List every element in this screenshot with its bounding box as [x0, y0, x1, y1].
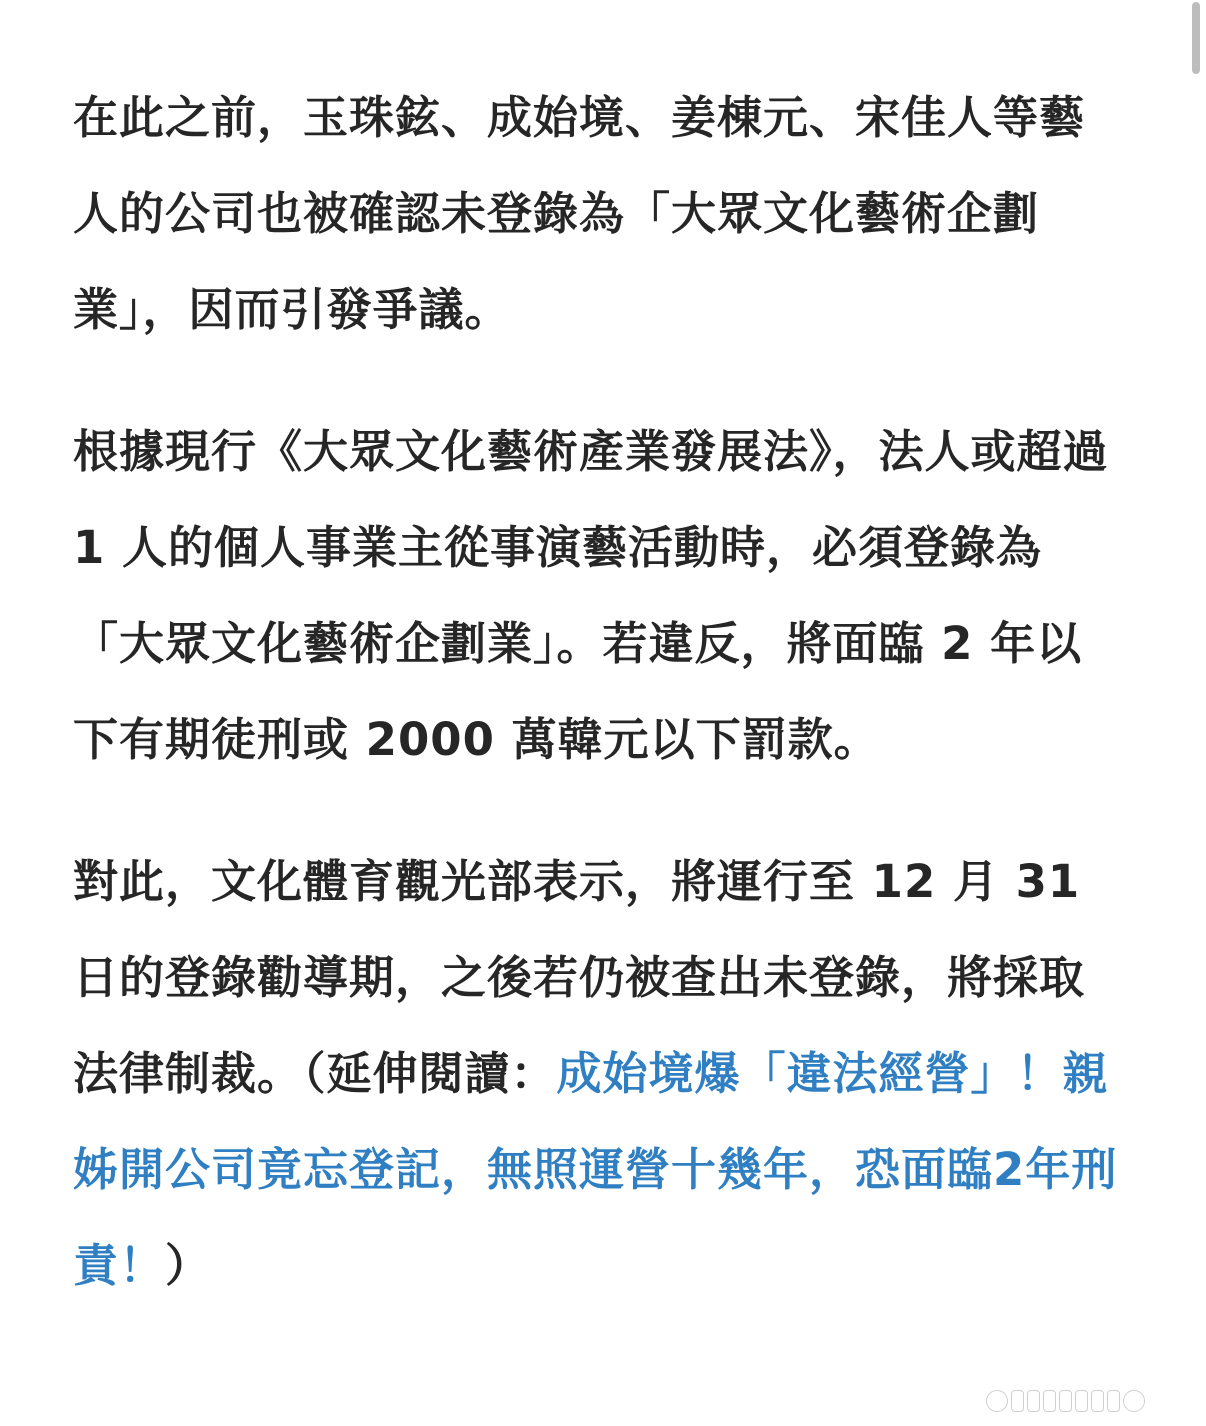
paragraph-2: 根據現行《大眾文化藝術產業發展法》，法人或超過 1 人的個人事業主從事演藝活動時，必須登錄為「大眾文化藝術企劃業」。若違反，將面臨 2 年以下有期徒刑或 2000 萬韓元以下罰款。 [73, 425, 1109, 766]
watermark-bar-icon [1107, 1390, 1120, 1412]
watermark-bar-icon [1091, 1390, 1104, 1412]
watermark-bar-icon [1011, 1390, 1024, 1412]
paragraph-1: 在此之前，玉珠鉉、成始境、姜棟元、宋佳人等藝人的公司也被確認未登錄為「大眾文化藝術企劃業」，因而引發爭議。 [73, 91, 1086, 336]
paragraph-3 [73, 834, 1123, 1314]
scrollbar-thumb[interactable] [1192, 2, 1200, 74]
watermark-bar-icon [1075, 1390, 1088, 1412]
watermark-dot-icon [1123, 1390, 1145, 1412]
watermark-bar-icon [1059, 1390, 1072, 1412]
related-article-link[interactable]: 成始境爆「違法經營」！親姊開公司竟忘登記，無照運營十幾年，恐面臨2年刑責！ [73, 1047, 1118, 1292]
paragraph-3-text: 對此，文化體育觀光部表示，將運行至 12 月 31 日的登錄勸導期，之後若仍被查出未登錄，將採取法律制裁。（延伸閱讀： [73, 855, 1086, 1100]
article-body [73, 70, 1123, 1314]
watermark-bar-icon [1043, 1390, 1056, 1412]
watermark-icon [986, 1390, 1186, 1412]
watermark-dot-icon [986, 1390, 1008, 1412]
paragraph-3-closing: ） [165, 1239, 212, 1292]
watermark-bar-icon [1027, 1390, 1040, 1412]
